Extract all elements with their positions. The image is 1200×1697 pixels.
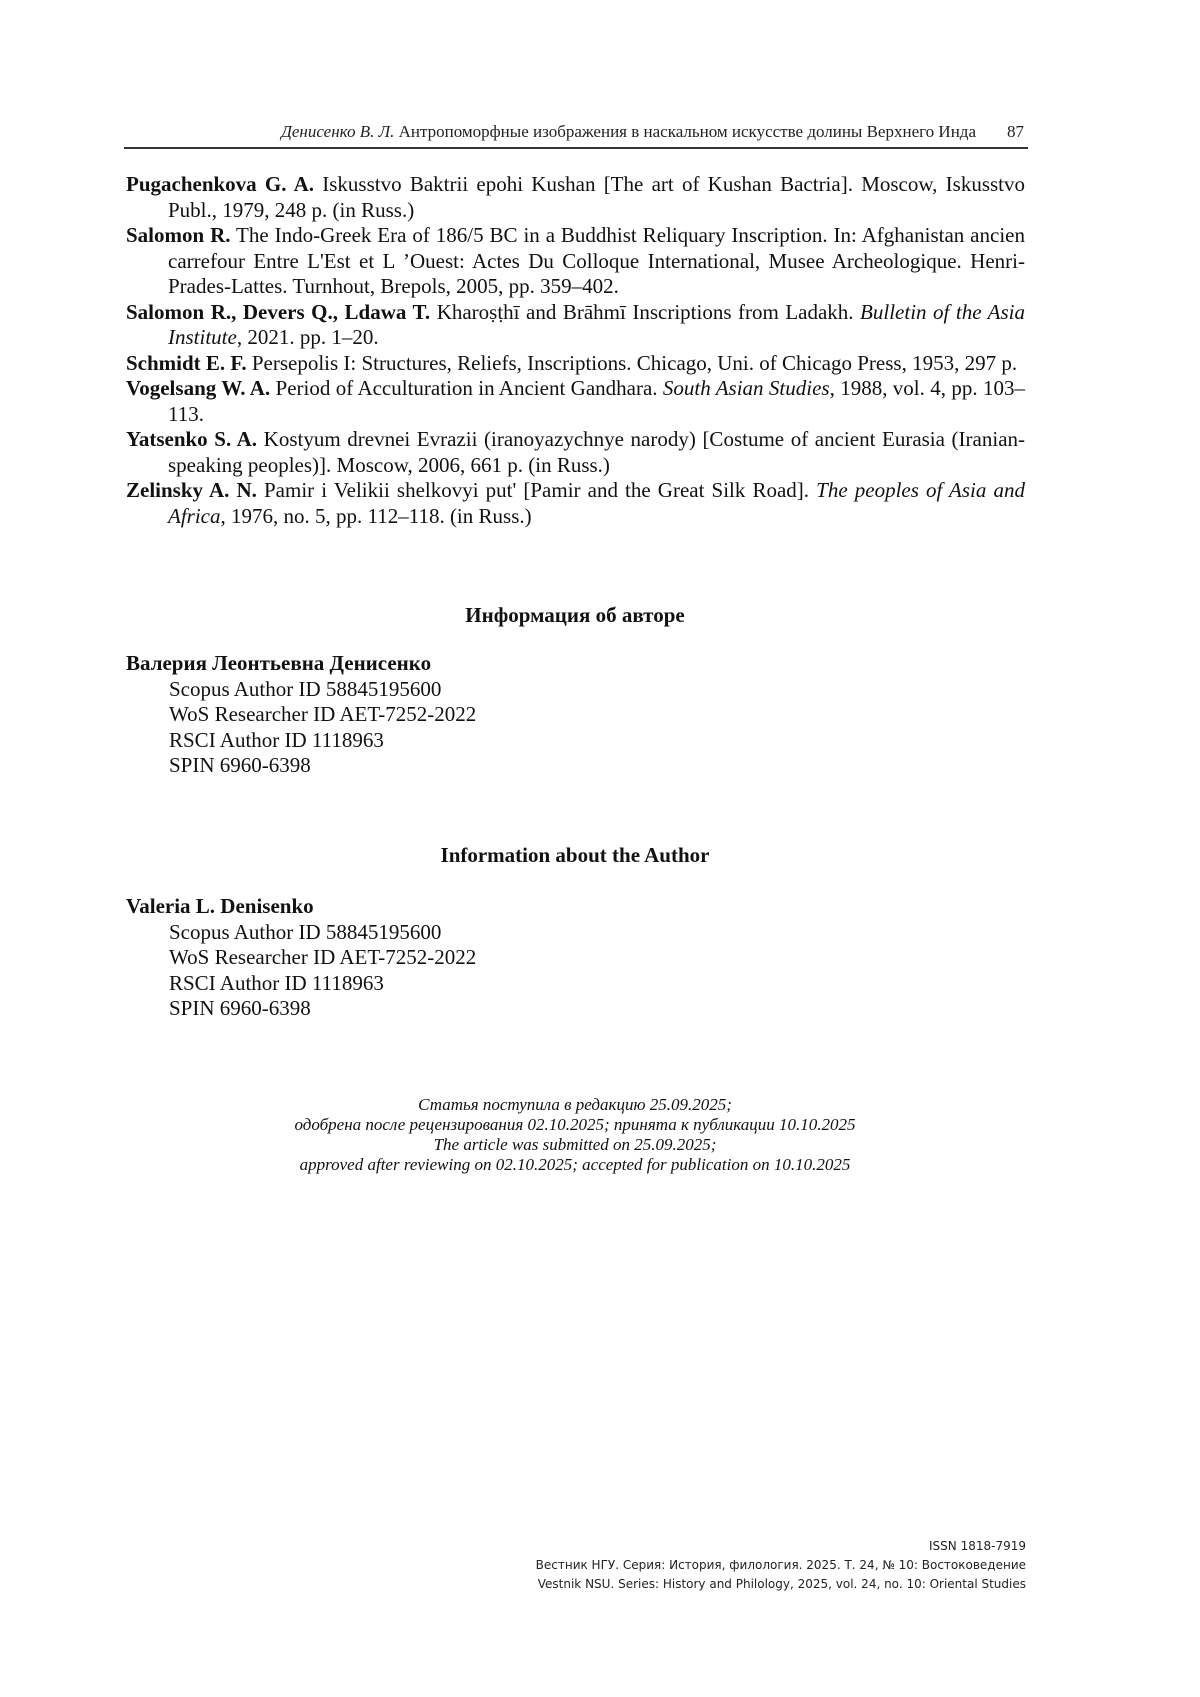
reference-text: Period of Acculturation in Ancient Gandhara. (270, 376, 663, 400)
reference-source-title: South Asian Studies (662, 376, 830, 400)
submission-dates (0, 1095, 1150, 1175)
footer-journal-ru: Вестник НГУ. Серия: История, филология. 2025. Т. 24, № 10: Востоковедение (535, 1558, 1026, 1572)
date-line-approved-en: approved after reviewing on 02.10.2025; accepted for publication on 10.10.2025 (299, 1155, 851, 1174)
author-rsci-id-en: RSCI Author ID 1118963 (169, 970, 384, 995)
running-header-title: Антропоморфные изображения в наскальном искусстве долины Верхнего Инда (398, 122, 976, 141)
author-info-heading-en: Information about the Author (440, 843, 710, 867)
reference-text: , 2021. pp. 1–20. (236, 325, 379, 349)
reference-source-title: Bulletin of the Asia Institute (168, 299, 1025, 349)
reference-list (126, 172, 1025, 529)
reference-entry (126, 172, 1025, 223)
reference-text: The Indo-Greek Era of 186/5 BC in a Buddhist Reliquary Inscription. In: Afghanistan ancien carrefour Entre L'Est et L ’Ouest: Actes Du Colloque International, Musee Archeologique. Henri-Prades-Lattes. Turnhout, Brepols, 2005, pp. 359–402. (168, 223, 1025, 298)
reference-text: Iskusstvo Baktrii epohi Kushan [The art of Kushan Bactria]. Moscow, Iskusstvo Publ., 1979, 248 p. (in Russ.) (168, 172, 1025, 222)
date-line-submitted-en: The article was submitted on 25.09.2025; (433, 1135, 717, 1154)
author-scopus-id-en: Scopus Author ID 58845195600 (169, 919, 442, 944)
reference-authors: Schmidt E. F. (126, 350, 247, 375)
page-number: 87 (1007, 122, 1024, 141)
running-header-author: Денисенко В. Л. (281, 122, 395, 141)
author-block-en (126, 894, 476, 1022)
reference-entry (126, 427, 1025, 478)
author-spin-en: SPIN 6960-6398 (169, 996, 311, 1020)
reference-entry (126, 223, 1025, 300)
author-rsci-id-ru: RSCI Author ID 1118963 (169, 727, 384, 752)
reference-text: Kostyum drevnei Evrazii (iranoyazychnye narody) [Costume of ancient Eurasia (Iranian-speaking peoples)]. Moscow, 2006, 661 p. (in Russ.) (168, 427, 1026, 477)
running-header (124, 120, 1028, 150)
date-line-approved-ru: одобрена после рецензирования 02.10.2025; принята к публикации 10.10.2025 (294, 1115, 856, 1134)
reference-text: , 1988, vol. 4, pp. 103–113. (168, 376, 1025, 426)
reference-entry (126, 300, 1025, 351)
author-spin-ru: SPIN 6960-6398 (169, 753, 311, 777)
reference-text: Persepolis I: Structures, Reliefs, Inscriptions. Chicago, Uni. of Chicago Press, 1953, 297 p. (246, 350, 1018, 375)
running-header-text (281, 122, 976, 142)
reference-text: Pamir i Velikii shelkovyi put' [Pamir and the Great Silk Road]. (256, 478, 817, 502)
date-line-submitted-ru: Статья поступила в редакцию 25.09.2025; (418, 1095, 732, 1114)
reference-authors: Vogelsang W. A. (126, 376, 271, 400)
author-wos-id-en: WoS Researcher ID AET-7252-2022 (169, 945, 477, 969)
reference-authors: Zelinsky A. N. (126, 478, 257, 502)
reference-text: Kharoṣṭhī and Brāhmī Inscriptions from Ladakh. (430, 299, 861, 324)
author-scopus-id-ru: Scopus Author ID 58845195600 (169, 676, 442, 701)
reference-authors: Yatsenko S. A. (126, 427, 258, 451)
author-info-heading-ru: Информация об авторе (465, 603, 685, 627)
reference-text: , 1976, no. 5, pp. 112–118. (in Russ.) (220, 503, 532, 528)
reference-entry (126, 351, 1025, 377)
author-wos-id-ru: WoS Researcher ID AET-7252-2022 (169, 702, 477, 726)
reference-source-title: The peoples of Asia and Africa (168, 478, 1025, 528)
footer-journal-en: Vestnik NSU. Series: History and Philology, 2025, vol. 24, no. 10: Oriental Studies (537, 1577, 1026, 1591)
journal-footer (536, 1537, 1026, 1594)
footer-issn: ISSN 1818-7919 (929, 1539, 1026, 1553)
author-block-ru (126, 651, 476, 779)
author-name-en: Valeria L. Denisenko (126, 894, 314, 918)
reference-authors: Salomon R., Devers Q., Ldawa T. (126, 299, 431, 324)
reference-authors: Pugachenkova G. A. (126, 172, 315, 196)
author-name-ru: Валерия Леонтьевна Денисенко (126, 651, 432, 675)
header-rule (124, 147, 1028, 149)
reference-entry (126, 376, 1025, 427)
reference-entry (126, 478, 1025, 529)
reference-authors: Salomon R. (126, 223, 231, 247)
